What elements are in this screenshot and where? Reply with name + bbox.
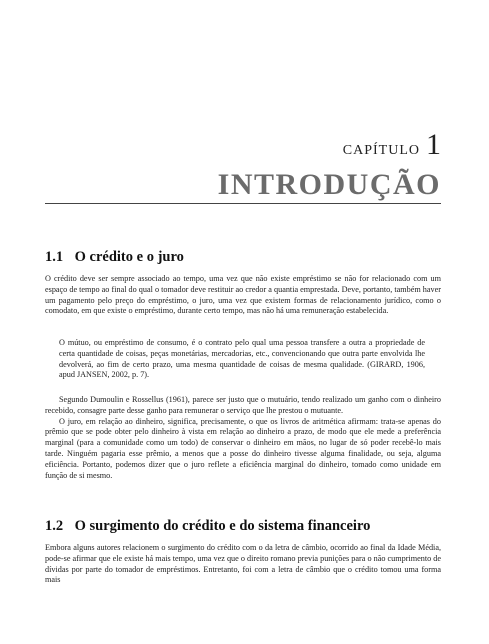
section-title: O surgimento do crédito e do sistema financeiro	[74, 518, 371, 534]
section-number: 1.2	[45, 518, 64, 534]
chapter-title: INTRODUÇÃO	[217, 168, 441, 201]
chapter-label	[343, 130, 441, 160]
section-1-1-intro	[45, 274, 441, 317]
section-heading-1-1	[45, 249, 184, 266]
section-number: 1.1	[45, 249, 64, 265]
section-title: O crédito e o juro	[74, 249, 184, 265]
paragraph: Embora alguns autores relacionem o surgimento do crédito com o da letra de câmbio, ocorrido ao final da Idade Média, pode-se afirmar que ele existe há mais tempo, uma vez que o direito romano previa punições para o não cumprimento de dívidas por parte do tomador de empréstimos. Entretanto, foi com a letra de câmbio que o crédito tomou uma forma mais	[45, 543, 441, 585]
chapter-divider	[45, 203, 441, 204]
block-quote	[59, 338, 425, 381]
chapter-number: 1	[426, 128, 441, 161]
section-1-1-body	[45, 395, 441, 481]
quote-text: O mútuo, ou empréstimo de consumo, é o contrato pelo qual uma pessoa transfere a outra a propriedade de certa quantidade de coisas, peças monetárias, mercadorias, etc., convencionando que outra parte envolvida lhe devolverá, ao fim de certo prazo, uma mesma quantidade de coisas de mesma qualidade. (GIRARD, 1906, apud JANSEN, 2002, p. 7).	[59, 338, 425, 380]
chapter-word: CAPÍTULO	[342, 143, 420, 158]
paragraph: O juro, em relação ao dinheiro, significa, precisamente, o que os livros de aritmética afirmam: trata-se apenas do prêmio que se pode obter pelo dinheiro à vista em relação ao dinheiro a prazo, de modo que ele mede a preferência marginal (para a comunidade como um todo) de conservar o dinheiro em mãos, no lugar de só poder recebê-lo mais tarde. Ninguém pagaria esse prêmio, a menos que a posse do dinheiro tivesse alguma finalidade, ou seja, alguma eficiência. Portanto, podemos dizer que o juro reflete a eficiência marginal do dinheiro, tomado como unidade em função de si mesmo.	[45, 416, 441, 480]
document-page	[45, 0, 441, 644]
section-1-2-intro	[45, 543, 441, 586]
section-heading-1-2	[45, 518, 370, 535]
paragraph: O crédito deve ser sempre associado ao tempo, uma vez que não existe empréstimo se não for relacionado com um espaço de tempo ao final do qual o tomador deve restituir ao credor a quantia emprestada. Deve, portanto, também haver um pagamento pelo preço do empréstimo, o juro, uma vez que existem formas de relacionamento jurídico, como o comodato, em que existe o empréstimo, durante certo tempo, mas não há uma remuneração estabelecida.	[45, 274, 441, 316]
paragraph: Segundo Dumoulin e Rossellus (1961), parece ser justo que o mutuário, tendo realizado um ganho com o dinheiro recebido, consagre parte desse ganho para remunerar o serviço que lhe prestou o mutuante.	[45, 395, 441, 415]
